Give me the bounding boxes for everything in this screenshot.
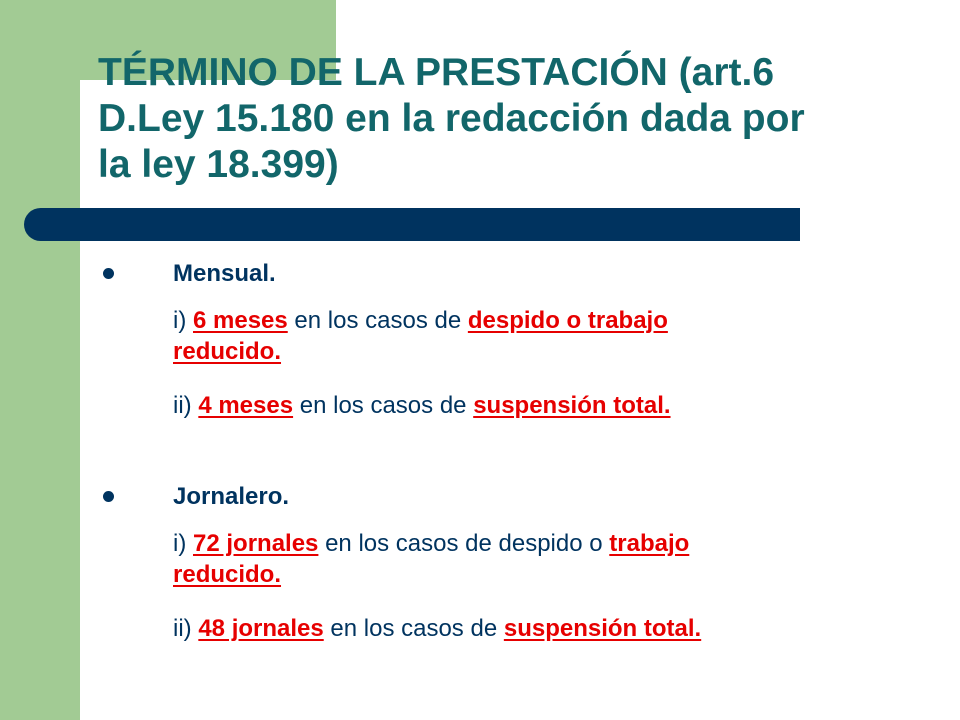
jornalero-i-mid: en los casos de despido o bbox=[318, 530, 610, 557]
accent-green-band-left bbox=[0, 0, 80, 720]
mensual-i-case-b: reducido. bbox=[173, 338, 282, 365]
heading-mensual: Mensual. bbox=[173, 260, 276, 287]
mensual-ii-prefix: ii) bbox=[173, 392, 199, 419]
mensual-item-i bbox=[173, 305, 873, 367]
jornalero-i-amount: 72 jornales bbox=[193, 530, 319, 557]
mensual-item-ii bbox=[173, 390, 873, 421]
heading-jornalero: Jornalero. bbox=[173, 483, 290, 510]
jornalero-item-i bbox=[173, 528, 873, 590]
mensual-ii-amount: 4 meses bbox=[198, 392, 294, 419]
jornalero-i-case-b: reducido. bbox=[173, 561, 282, 588]
jornalero-ii-mid: en los casos de bbox=[323, 615, 504, 642]
mensual-i-case-a: despido o trabajo bbox=[467, 307, 668, 334]
bullet-mensual bbox=[103, 268, 114, 279]
jornalero-i-case-a: trabajo bbox=[609, 530, 690, 557]
jornalero-i-prefix: i) bbox=[173, 530, 193, 557]
jornalero-ii-prefix: ii) bbox=[173, 615, 199, 642]
jornalero-item-ii bbox=[173, 613, 873, 644]
mensual-ii-case: suspensión total. bbox=[473, 392, 671, 419]
mensual-i-amount: 6 meses bbox=[193, 307, 288, 334]
slide-title: TÉRMINO DE LA PRESTACIÓN (art.6 D.Ley 15.180 en la redacción dada por la ley 18.399) bbox=[98, 51, 805, 186]
mensual-i-prefix: i) bbox=[173, 307, 193, 334]
mensual-i-mid: en los casos de bbox=[287, 307, 468, 334]
jornalero-ii-amount: 48 jornales bbox=[198, 615, 324, 642]
mensual-ii-mid: en los casos de bbox=[293, 392, 474, 419]
jornalero-ii-case: suspensión total. bbox=[503, 615, 702, 642]
title-divider-bar bbox=[24, 208, 800, 241]
bullet-jornalero bbox=[103, 491, 114, 502]
